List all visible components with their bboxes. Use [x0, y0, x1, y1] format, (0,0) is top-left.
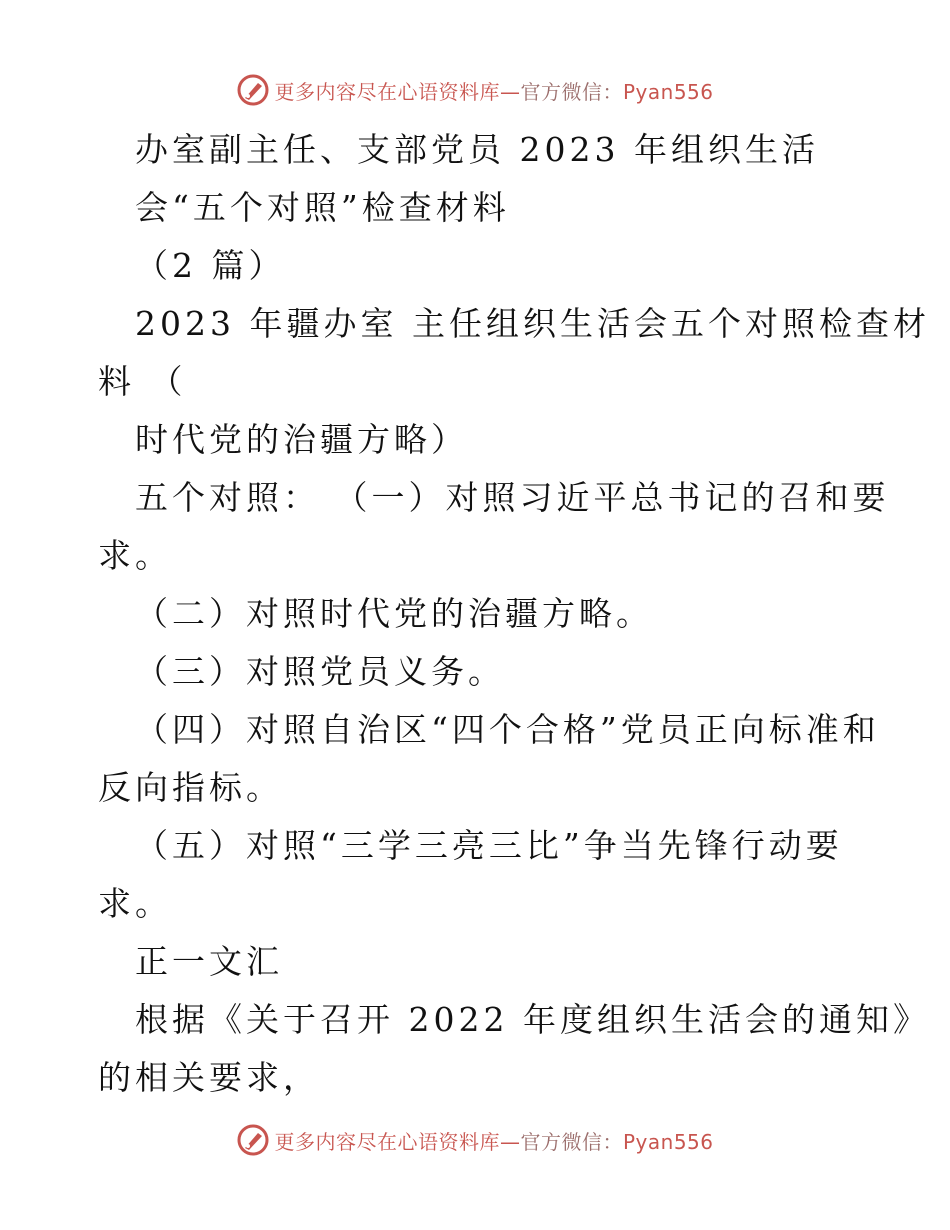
watermark-main: 更多内容尽在心语资料库 [274, 79, 500, 104]
text-line-9: （二）对照时代党的治疆方略。 [135, 594, 653, 633]
text-line-1: 办室副主任、支部党员 2023 年组织生活 [135, 130, 819, 169]
watermark-text [274, 76, 713, 105]
text-line-11: （四）对照自治区“四个合格”党员正向标准和 [135, 710, 880, 749]
pen-logo-icon [236, 73, 270, 107]
text-line-3: （2 篇） [135, 246, 286, 285]
text-line-2: 会“五个对照”检查材料 [135, 188, 510, 227]
watermark-text [274, 1126, 713, 1155]
watermark-banner-bottom [0, 1120, 950, 1160]
watermark-main: 更多内容尽在心语资料库 [274, 1129, 500, 1154]
text-line-8: 求。 [98, 536, 172, 575]
watermark-dash: — [499, 79, 521, 104]
watermark-banner-top [0, 70, 950, 110]
text-line-13: （五）对照“三学三亮三比”争当先锋行动要 [135, 826, 843, 865]
text-line-17: 的相关要求， [98, 1058, 320, 1097]
text-line-15: 正一文汇 [135, 942, 283, 981]
watermark-wechat-id: Pyan556 [622, 1129, 714, 1154]
watermark-wechat-label: 官方微信： [520, 79, 623, 104]
text-line-14: 求。 [98, 884, 172, 923]
text-line-12: 反向指标。 [98, 768, 283, 807]
watermark-wechat-id: Pyan556 [622, 79, 714, 104]
text-line-16: 根据《关于召开 2022 年度组织生活会的通知》 [135, 1000, 930, 1039]
text-line-6: 时代党的治疆方略） [135, 420, 468, 459]
text-line-7: 五个对照： （一）对照习近平总书记的召和要 [135, 478, 890, 517]
watermark-wechat-label: 官方微信： [520, 1129, 623, 1154]
text-line-4: 2023 年疆办室 主任组织生活会五个对照检查材 [135, 304, 930, 343]
watermark-dash: — [499, 1129, 521, 1154]
pen-logo-icon [236, 1123, 270, 1157]
text-line-5: 料 （ [98, 362, 187, 401]
text-line-10: （三）对照党员义务。 [135, 652, 505, 691]
